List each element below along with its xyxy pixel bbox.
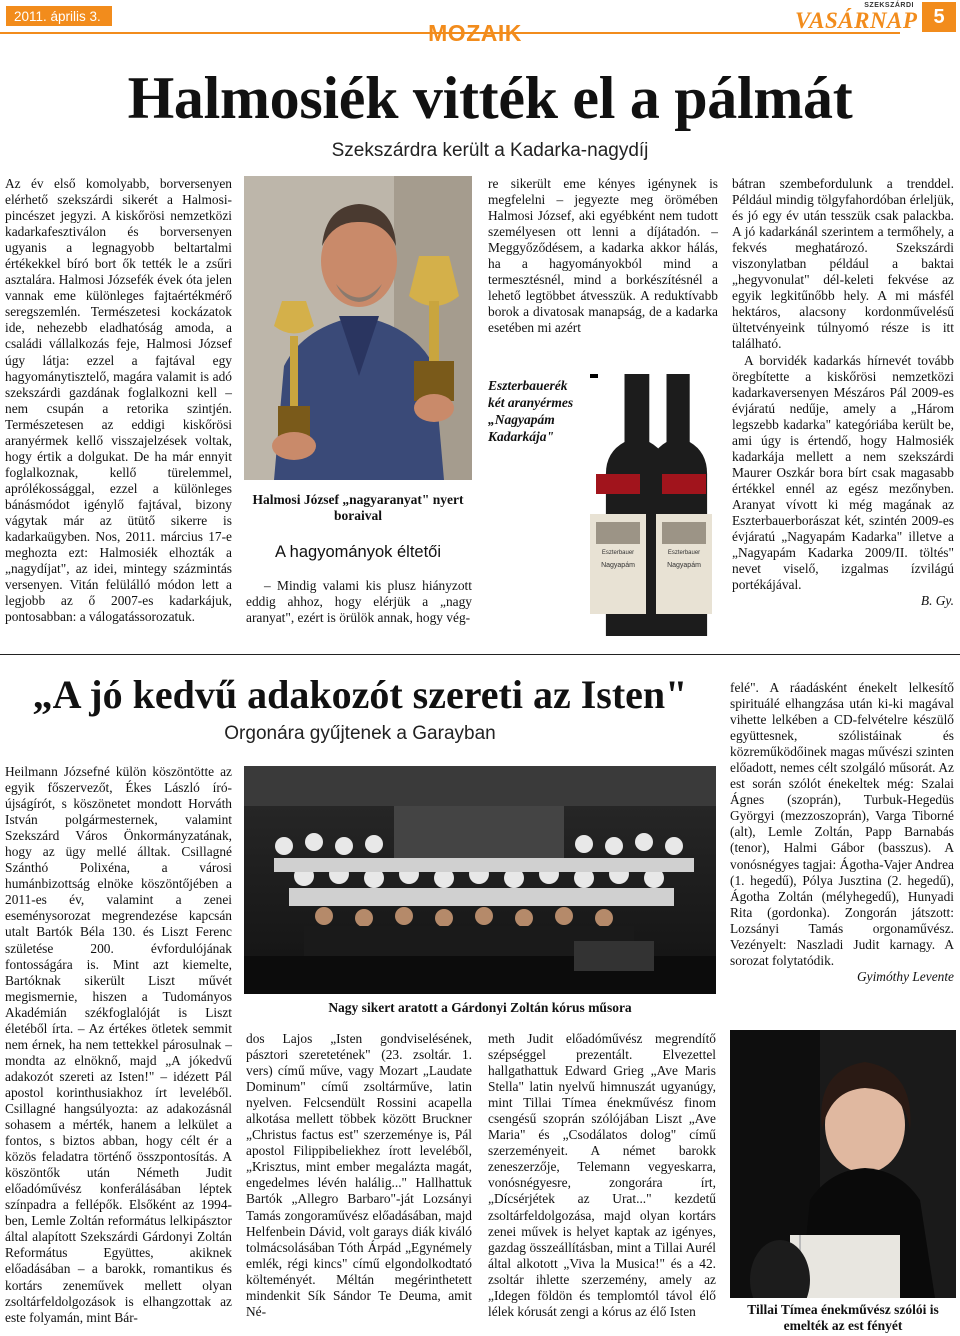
bottle-label-name-2: Nagyapám	[667, 562, 701, 569]
article1-column-1	[5, 176, 232, 625]
page-number: 5	[922, 2, 956, 32]
article2-col4-text: felé". A ráadásként énekelt lelkesítő spirituálé elhangzása után ki-ki magával vihette lelkében a CD-felvételre készülő együttesnek, szólistáinak és közreműködőinek magas művészi szinten előadott, nemes célt szolgáló műsorát. Az est során szólót énekeltek még: Szalai Ágnes (szoprán), Turbuk-Hegedüs Györgyi (mezzoszoprán), Varga Tiborné (alt), Lemle Zoltán, Papp Barnabás (tenor), Halmi Gábor (basszus). A vonósnégyes tagjai: Ágotha-Vajer Andrea (1. hegedű), Pólya Jusztina (2. hegedű), Ágotha Zoltán (mélyhegedű), Hunyadi Rita (gordonka). Zongorán játszott: Lozsányi Tamás orgonaművész. Vezényelt: Naszladi Judit karnagy. A sorozat folytatódik.	[730, 680, 954, 968]
issue-date: 2011. április 3.	[6, 6, 112, 26]
article1-col1-text: Az év első komolyabb, borversenyen elérhető szekszárdi sikerét a Halmosi-pincészet jegyzi. A kiskőrösi nemzetközi kadarkafesztiválon és borversenyen ugyanis a legnagyobb beltartalmi értékekkel bíró bort ők tették le a zsűri asztalára. Halmosi Józsefék évek óta jelen vannak eme különleges fajtaértékmérő seregszemlén. Természetesi kockázatok ide, nehezebb eladhatóság amoda, a családi vállalkozás feje, Halmosi József úgy látja: ezzel a fajtával egy hagyománytisztelő, magára valamit is adó szekszárdi gazdának foglalkozni kell – nem csupán a retorika szintjén. Természetesen az eddigi kiskőrösi aranyérmek kellő visszajelzések voltak, hogy értik a dolgukat. De ha már ennyit foglalkoznak, kellő türelemmel, aprólékossággal, ezzel a különleges bánásmódot igénylő fajtával, bizony vágytak már az ütütő sikerre is kadarkaügyben. Nos, 2011. március 17-e meghozta ezt: Halmosiék elhozták a „nagydíjat", az idei, mintegy százmintás versenyen. Vitán felülálló módon lett a legjobb az ő 2007-es kadarkájuk, pontosabban: a válogatássorozatuk.	[5, 176, 232, 625]
choir-photo	[244, 766, 716, 994]
article2-column-1	[5, 764, 232, 1326]
article1-column-4	[732, 176, 954, 609]
article2-col1-text: Heilmann Józsefné külön köszöntötte az egyik főszervezőt, Ékes László író-újságírót, s köszönetet mondott Horváth István polgármesternek, valamint Szekszárd Város Önkormányzatának, hogy az ügy mellé álltak. Csillagné Szánthó Polixéna, a városi humánbizottság elnöke köszöntőjében a 2011-es év, valamint a zenei eseménysorozat megrendezése kapcsán utalt Bartók Béla 130. és Liszt Ferenc születése 200. évfordulójának fontosságára is. Mint azt kiemelte, Bartóknak sikerült Liszt művét megismernie, hiszen a Tudományos Akadémián székfoglalóját is Liszt életéből írta. – Az értékes ötletek semmit nem érnek, ha nem tettekkel párosulnak – mondta az elnöknő, majd „A jókedvű adakozót szereti az Isten!" – idézett Pál apostol korinthusiakhoz írt leveléből. Csillagné hangsúlyozta: az adakozásnál sohasem a mérték, hanem a lelkület a fontos, s biztos abban, hogy célt ér a közös feladatra történő összpontosítás. A köszöntők után Németh Judit előadóművész konferálásában léptek színpadra a fellépők. Elsőként az 1994-ben, Lemle Zoltán református lelkipásztor által alapított Szekszárdi Gárdonyi Zoltán Református Együttes, akiknek előadásában – a barokk, romantikus és kortárs zeneművek mellett olyan zsoltárfeldolgozások is elhangzottak az este folyamán, mint Bár-	[5, 764, 232, 1325]
article1-col4-p1: bátran szembefordulunk a trenddel. Például mindig tölgyfahordóban érleljük, és jó egy év után tesszük csak palackba. A jó kadarkánál szerintem a termőhely, a fekvés meghatározó. Szekszárdi viszonylatban például a baktai „hegyvonulat" dél-keleti fekvése az egyik legkitűnőbb hely. A mi másfél hektáros, alacsony kordonművelésű ültetvényeink túlnyomó része is itt található.	[732, 176, 954, 352]
article1-signature: B. Gy.	[920, 593, 954, 609]
article1-col2-text: – Mindig valami kis plusz hiányzott eddig ahhoz, hogy elérjük a „nagy aranyat", ezért is örülök annak, hogy vég-	[246, 578, 472, 626]
article2-headline: „A jó kedvű adakozót szereti az Isten"	[32, 672, 688, 717]
section-title: MOZAIK	[428, 20, 522, 46]
bottle-label-name-1: Nagyapám	[601, 562, 635, 569]
wine-bottles-photo	[582, 364, 718, 636]
article-divider	[0, 654, 960, 655]
brand-logo	[795, 2, 920, 36]
man-with-trophies-illustration	[244, 176, 472, 480]
choir-photo-caption: Nagy sikert aratott a Gárdonyi Zoltán kórus műsora	[328, 1000, 632, 1015]
wine-bottle-illustration	[582, 364, 718, 636]
article2-column-3	[488, 1031, 716, 1320]
article2-col2-text: dos Lajos „Isten gondviselésének, pásztori szeretetének" (23. zsoltár. 1. vers) című műve, vagy Mozart „Laudate Dominum" című zsoltárműve, latin nyelven. Felcsendült Rossini acapella alkotása mellett többek között Bruckner „Christus factus est" szerzeménye is, Pál apostol Filippibeliekhez írott leveléből, „Krisztus, mint ember megalázta magát, engedelmes lévén halálig..." Hallhattuk Bartók „Allegro Barbaro"-ját Lozsányi Tamás zongoraművész előadásában, majd Helfenbein Dávid, volt garays diák kiváló tolmácsolásában Tóth Árpád „Egynémely emlék, régi kincs" című elgondolkodtató költeményét. Méltán megérinthetett mindenkit Sík Sándor Te Deuma, amit Né-	[246, 1031, 472, 1319]
article2-column-2	[246, 1031, 472, 1320]
article1-headline: Halmosiék vitték el a pálmát	[127, 65, 853, 131]
article2-column-4	[730, 680, 954, 985]
wine-bottles-caption: Eszterbauerék két aranyérmes „Nagyapám Kadarkája"	[488, 378, 574, 444]
article2-subheadline: Orgonára gyűjtenek a Garayban	[224, 723, 496, 744]
singer-photo	[730, 1030, 956, 1298]
brand-name: VASÁRNAP	[795, 8, 918, 33]
bottle-label-brand-1: Eszterbauer	[601, 550, 635, 556]
singer-photo-caption: Tillai Tímea énekművész szólói is emelték az est fényét	[747, 1302, 939, 1333]
singer-illustration	[730, 1030, 956, 1298]
article1-subhead2: A hagyományok éltetői	[274, 543, 442, 561]
brand-small: SZEKSZÁRDI	[864, 2, 914, 9]
article1-subheadline: Szekszárdra került a Kadarka-nagydíj	[331, 140, 649, 161]
halmosi-photo-caption: Halmosi József „nagyaranyat" nyert boraival	[252, 492, 464, 523]
article1-col4-p2: A borvidék kadarkás hírnevét tovább öregbítette a kiskőrösi nemzetközi kadarkaversenyen Mészáros Pál 2009-es évjáratú nedűje, amely a „Három legszebb kadarka" kategóriába került be, ami úgy is értendő, hogy Halmosiék kadarkája mellett a nem szekszárdi Maurer Oszkár bora bírt csak magasabb értékkel ennél az egész mezőnyben. Aranyat vívott ki még magának az Eszterbauerborászat két, szintén 2009-es évjáratú „Nagyapám Kadarka" illetve a „Nagyapám Kadarka 2009/II. töltés" nevet viselő, izgalmas ízvilágú portékájával.	[732, 352, 954, 593]
article1-column-2	[246, 578, 472, 626]
article2-signature: Gyimóthy Levente	[856, 968, 954, 984]
halmosi-photo	[244, 176, 472, 480]
article2-col3-text: meth Judit előadóművész megrendítő szépséggel prezentált. Elvezettel hallgathattuk Edward Grieg „Ave Maris Stella" latin nyelvű himnuszát ugyanúgy, mint Tillai Tímea énekművész finom csengésű szoprán szólójában Liszt „Ave Maria" és „Csodálatos dolog" című szerzeményeit. A német barokk zeneszerzője, Telemann vegyeskarra, vonósnégyesre, zongorára írt, „Dícsérjétek az Urat..." kezdetű zsoltárfeldolgozása, majd olyan kortárs zenei művek is helyet kaptak az igényes, gazdag összeállításban, mint a Tillai Aurél által alkotott „Viva la Musica!" és a 42. zsoltár ihlette szerzemény, amely az „Idegen földön és templomtól távol élő lélek kórusát zengi a kórus az élő Isten	[488, 1031, 716, 1319]
bottle-label-brand-2: Eszterbauer	[667, 550, 701, 556]
article1-col3-text: re sikerült eme kényes igénynek is megfelelni – jegyezte meg örömében Halmosi József, aki egyébként nem tudott személyesen ott lenni a díjátadón. – Meggyőződésem, a kadarka akkor hálás, ha a hagyományokból mind a termesztésnél, mind a borkészítésnél a lehető legtöbbet átvesszük. A reduktívabb borok a divatosak manapság, de a kadarka esetében mi azért	[488, 176, 718, 336]
choir-illustration	[244, 766, 716, 994]
article1-column-3	[488, 176, 718, 336]
